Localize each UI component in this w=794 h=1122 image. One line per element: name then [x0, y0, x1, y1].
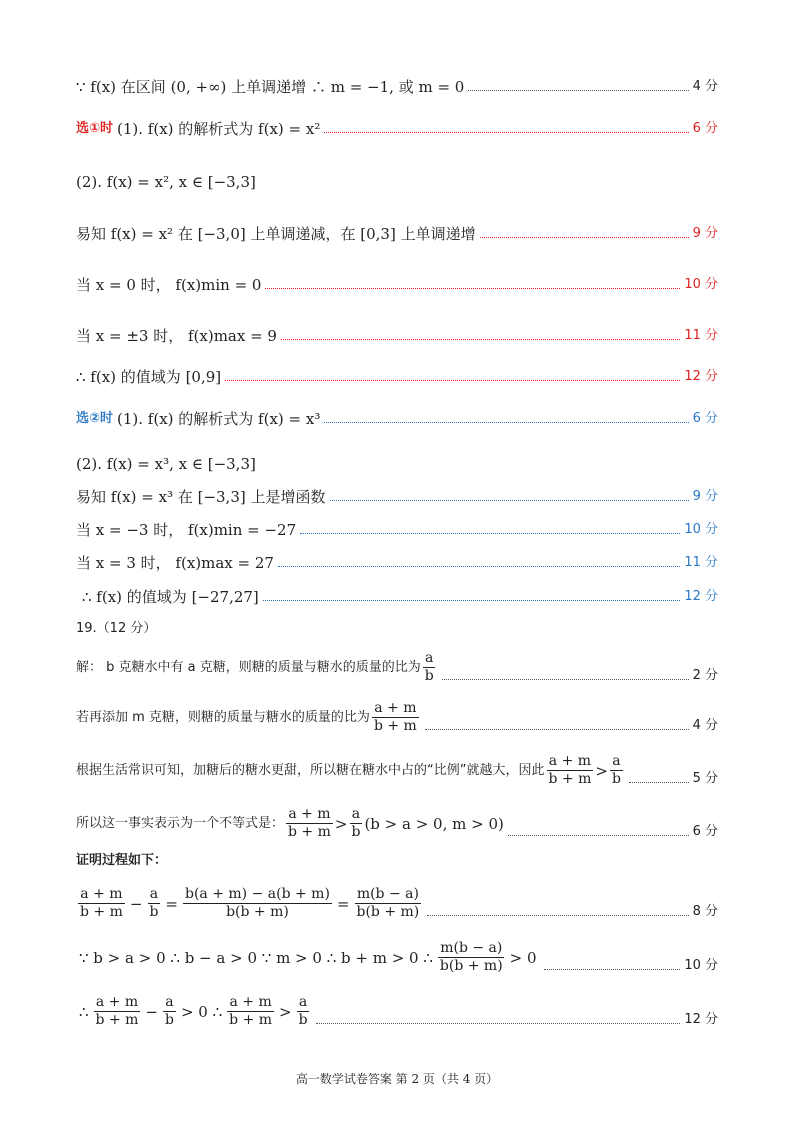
denominator: b + m	[80, 904, 123, 920]
score-label: 6 分	[692, 411, 718, 426]
answer-text: (1). f(x) 的解析式为 f(x) = x²	[117, 120, 321, 138]
score-label: 11 分	[684, 555, 718, 570]
proof-line	[76, 994, 718, 1029]
denominator: b	[298, 1012, 308, 1028]
score-label: 11 分	[684, 328, 718, 343]
numerator: a	[165, 994, 174, 1010]
dotted-leader	[629, 782, 689, 783]
answer-line	[76, 521, 718, 539]
proof-line	[76, 940, 718, 975]
numerator: m(b − a)	[440, 940, 503, 956]
fraction: $\frac{a}{b}$	[611, 753, 621, 787]
proof-line	[76, 886, 718, 921]
answer-text: 当 x = ±3 时， f(x)max = 9	[76, 327, 277, 345]
answer-text: 当 x = −3 时， f(x)min = −27	[76, 521, 297, 539]
score-label: 8 分	[692, 904, 718, 919]
numerator: a	[298, 994, 308, 1010]
proof-heading	[76, 852, 718, 870]
dotted-leader	[468, 90, 688, 91]
answer-line	[76, 455, 718, 473]
math-text: ∵ b > a > 0 ∴ b − a > 0 ∵ m > 0 ∴ b + m > 0 ∴	[79, 948, 433, 967]
fraction: $\frac{a}{b}$	[351, 806, 361, 840]
score-label: 6 分	[692, 824, 718, 839]
denominator: b(b + m)	[439, 958, 503, 974]
math-text: =	[336, 894, 350, 913]
question-number: 19.（12 分）	[76, 621, 157, 636]
dotted-leader	[324, 422, 688, 423]
answer-line	[76, 225, 718, 243]
fraction	[297, 994, 310, 1029]
score-label: 12 分	[684, 1012, 718, 1027]
math-text: −	[145, 1002, 158, 1021]
fraction: $\frac{a}{b}$	[424, 650, 434, 684]
dotted-leader	[316, 1023, 681, 1024]
answer-text: ∴ f(x) 的值域为 [0,9]	[76, 368, 222, 386]
dotted-leader	[480, 237, 689, 238]
score-label: 4 分	[692, 79, 718, 94]
numerator: a + m	[229, 994, 272, 1010]
dotted-leader	[300, 533, 680, 534]
dotted-leader	[265, 288, 680, 289]
score-label: 10 分	[684, 277, 718, 292]
option-label: 选①时	[76, 121, 114, 136]
answer-line	[76, 120, 718, 138]
proof-expression	[76, 940, 540, 975]
answer-line	[76, 700, 718, 735]
math-text: > 0	[509, 948, 537, 967]
dotted-leader	[427, 915, 688, 916]
page-footer: 高一数学试卷答案 第 2 页（共 4 页）	[295, 1072, 499, 1086]
numerator: a + m	[95, 994, 139, 1010]
answer-text: (2). f(x) = x³, x ∈ [−3,3]	[76, 455, 256, 473]
score-label: 10 分	[684, 958, 718, 973]
numerator: b(a + m) − a(b + m)	[185, 886, 330, 902]
option-label: 选②时	[76, 411, 114, 426]
fraction	[227, 994, 274, 1029]
math-text: −	[129, 894, 143, 913]
fraction	[78, 886, 125, 921]
score-label: 4 分	[692, 718, 718, 733]
denominator: b + m	[229, 1012, 273, 1028]
answer-text: ∵ f(x) 在区间 (0, +∞) 上单调递增 ∴ m = −1, 或 m = 0	[76, 78, 465, 96]
dotted-leader	[225, 380, 680, 381]
answer-line	[76, 173, 718, 191]
answer-line	[76, 327, 718, 345]
answer-text: 若再添加 m 克糖，则糖的质量与糖水的质量的比为	[76, 709, 370, 725]
dotted-leader	[508, 835, 689, 836]
fraction	[438, 940, 505, 975]
proof-heading-text: 证明过程如下：	[76, 853, 168, 868]
operator: >	[595, 761, 608, 780]
fraction	[163, 994, 176, 1029]
answer-line	[76, 410, 718, 428]
dotted-leader	[324, 132, 688, 133]
denominator: b + m	[95, 1012, 139, 1028]
score-label: 12 分	[684, 369, 718, 384]
answer-line	[76, 276, 718, 294]
math-text: =	[165, 894, 178, 913]
answer-text: 根据生活常识可知，加糖后的糖水更甜，所以糖在糖水中占的“比例”就越大，因此	[76, 762, 545, 778]
answer-text: 易知 f(x) = x³ 在 [−3,3] 上是增函数	[76, 488, 326, 506]
score-label: 10 分	[684, 522, 718, 537]
score-label: 12 分	[684, 589, 718, 604]
answer-line	[76, 368, 718, 386]
dotted-leader	[442, 679, 689, 680]
dotted-leader	[263, 600, 681, 601]
answer-text: ∴ f(x) 的值域为 [−27,27]	[82, 588, 259, 606]
question-heading	[76, 620, 718, 638]
score-label: 5 分	[692, 771, 718, 786]
numerator: m(b − a)	[356, 886, 419, 902]
math-text: >	[279, 1002, 292, 1021]
proof-expression	[76, 886, 423, 921]
math-text: > 0 ∴	[180, 1002, 223, 1021]
answer-line	[76, 753, 718, 788]
answer-text: 当 x = 3 时， f(x)max = 27	[76, 554, 274, 572]
answer-line	[76, 78, 718, 96]
dotted-leader	[544, 969, 681, 970]
answer-text: 所以这一事实表示为一个不等式是：	[76, 815, 285, 831]
proof-expression	[76, 994, 312, 1029]
answer-line	[76, 554, 718, 572]
fraction	[183, 886, 332, 921]
dotted-leader	[278, 566, 680, 567]
answer-text: 易知 f(x) = x² 在 [−3,0] 上单调递减，在 [0,3] 上单调递增	[76, 225, 476, 243]
answer-text: (2). f(x) = x², x ∈ [−3,3]	[76, 173, 256, 191]
condition: (b > a > 0, m > 0)	[364, 814, 504, 833]
denominator: b	[149, 904, 159, 920]
score-label: 9 分	[692, 226, 718, 241]
answer-text: (1). f(x) 的解析式为 f(x) = x³	[117, 410, 321, 428]
dotted-leader	[425, 729, 689, 730]
denominator: b(b + m)	[356, 904, 420, 920]
math-text: ∴	[79, 1002, 89, 1021]
score-label: 6 分	[692, 121, 718, 136]
denominator: b	[165, 1012, 174, 1028]
numerator: a	[149, 886, 159, 902]
score-label: 2 分	[692, 668, 718, 683]
answer-text: 解： b 克糖水中有 a 克糖，则糖的质量与糖水的质量的比为	[76, 659, 421, 675]
answer-line	[82, 588, 718, 606]
score-label: 9 分	[692, 489, 718, 504]
denominator: b(b + m)	[226, 904, 289, 920]
answer-line	[76, 806, 718, 841]
fraction	[94, 994, 141, 1029]
fraction: $\frac{a + m}{b + m}$	[373, 700, 417, 734]
dotted-leader	[281, 339, 680, 340]
fraction: $\frac{a + m}{b + m}$	[288, 806, 331, 840]
answer-line	[76, 488, 718, 506]
answer-text: 当 x = 0 时， f(x)min = 0	[76, 276, 262, 294]
dotted-leader	[330, 500, 689, 501]
answer-line	[76, 650, 718, 685]
operator: >	[334, 814, 348, 833]
fraction	[147, 886, 160, 921]
numerator: a + m	[80, 886, 123, 902]
fraction	[355, 886, 422, 921]
fraction: $\frac{a + m}{b + m}$	[548, 753, 592, 787]
